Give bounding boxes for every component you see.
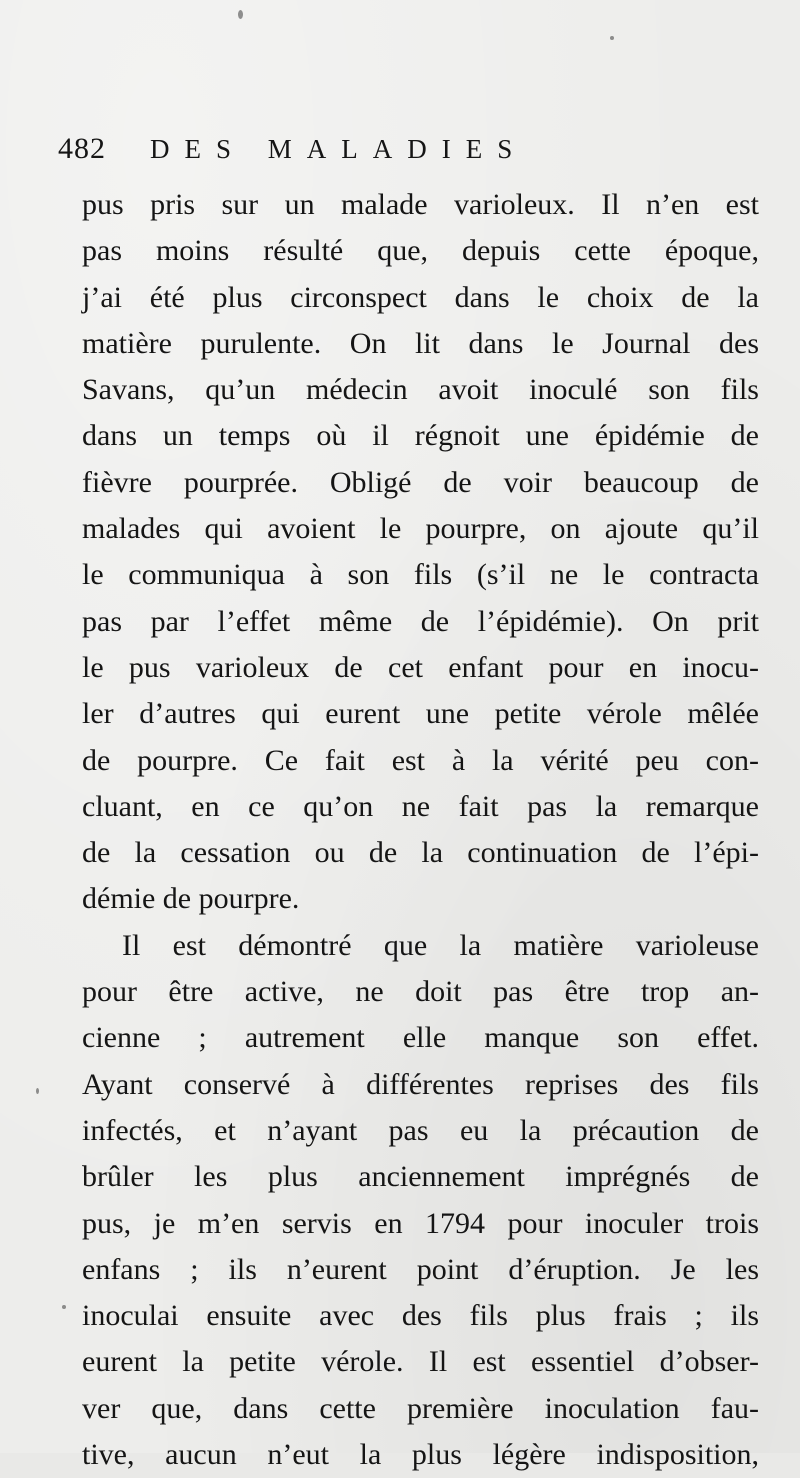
text-line: dans un temps où il régnoit une épidémie de: [82, 419, 759, 453]
text-line: infectés, et n’ayant pas eu la précaution de: [82, 1113, 759, 1147]
text-line: cienne ; autrement elle manque son effet.: [82, 1021, 759, 1055]
text-line: Ayant conservé à différentes reprises des fils: [82, 1067, 759, 1101]
text-line: tive, aucun n’eut la plus légère indisposition,: [82, 1438, 759, 1472]
text-line: pas moins résulté que, depuis cette époque,: [82, 234, 759, 268]
text-line: Il est démontré que la matière varioleuse: [122, 928, 759, 962]
text-line: de pourpre. Ce fait est à la vérité peu con-: [82, 743, 759, 777]
text-line: le communiqua à son fils (s’il ne le contracta: [82, 558, 759, 592]
text-line: démie de pourpre.: [82, 882, 300, 916]
text-line: le pus varioleux de cet enfant pour en inocu-: [82, 650, 759, 684]
text-line: eurent la petite vérole. Il est essentiel d’obser-: [82, 1345, 759, 1379]
text-line: matière purulente. On lit dans le Journal des: [82, 326, 759, 360]
paper-speck: [610, 36, 614, 40]
page-number: 482: [58, 132, 106, 165]
paper-speck: [238, 10, 243, 19]
running-head: [58, 126, 758, 172]
text-line: de la cessation ou de la continuation de l’épi-: [82, 836, 759, 870]
text-line: j’ai été plus circonspect dans le choix de la: [82, 280, 759, 314]
text-line: fièvre pourprée. Obligé de voir beaucoup de: [82, 465, 759, 499]
text-line: pas par l’effet même de l’épidémie). On prit: [82, 604, 759, 638]
paper-speck: [62, 1305, 66, 1309]
body-text: [82, 182, 759, 1478]
text-line: enfans ; ils n’eurent point d’éruption. Je les: [82, 1252, 759, 1286]
text-line: pus, je m’en servis en 1794 pour inoculer trois: [82, 1206, 759, 1240]
text-line: cluant, en ce qu’on ne fait pas la remarque: [82, 789, 759, 823]
text-line: ver que, dans cette première inoculation fau-: [82, 1391, 759, 1425]
text-line: pour être active, ne doit pas être trop an-: [82, 975, 759, 1009]
text-line: pus pris sur un malade varioleux. Il n’en est: [82, 188, 759, 221]
text-line: Savans, qu’un médecin avoit inoculé son fils: [82, 373, 759, 407]
running-title: DES MALADIES: [150, 134, 528, 164]
text-line: ler d’autres qui eurent une petite vérole mêlée: [82, 697, 759, 731]
paper-speck: [36, 1088, 39, 1094]
text-line: brûler les plus anciennement imprégnés de: [82, 1160, 759, 1194]
text-line: malades qui avoient le pourpre, on ajoute qu’il: [82, 512, 759, 546]
text-line: inoculai ensuite avec des fils plus frais ; ils: [82, 1299, 759, 1333]
